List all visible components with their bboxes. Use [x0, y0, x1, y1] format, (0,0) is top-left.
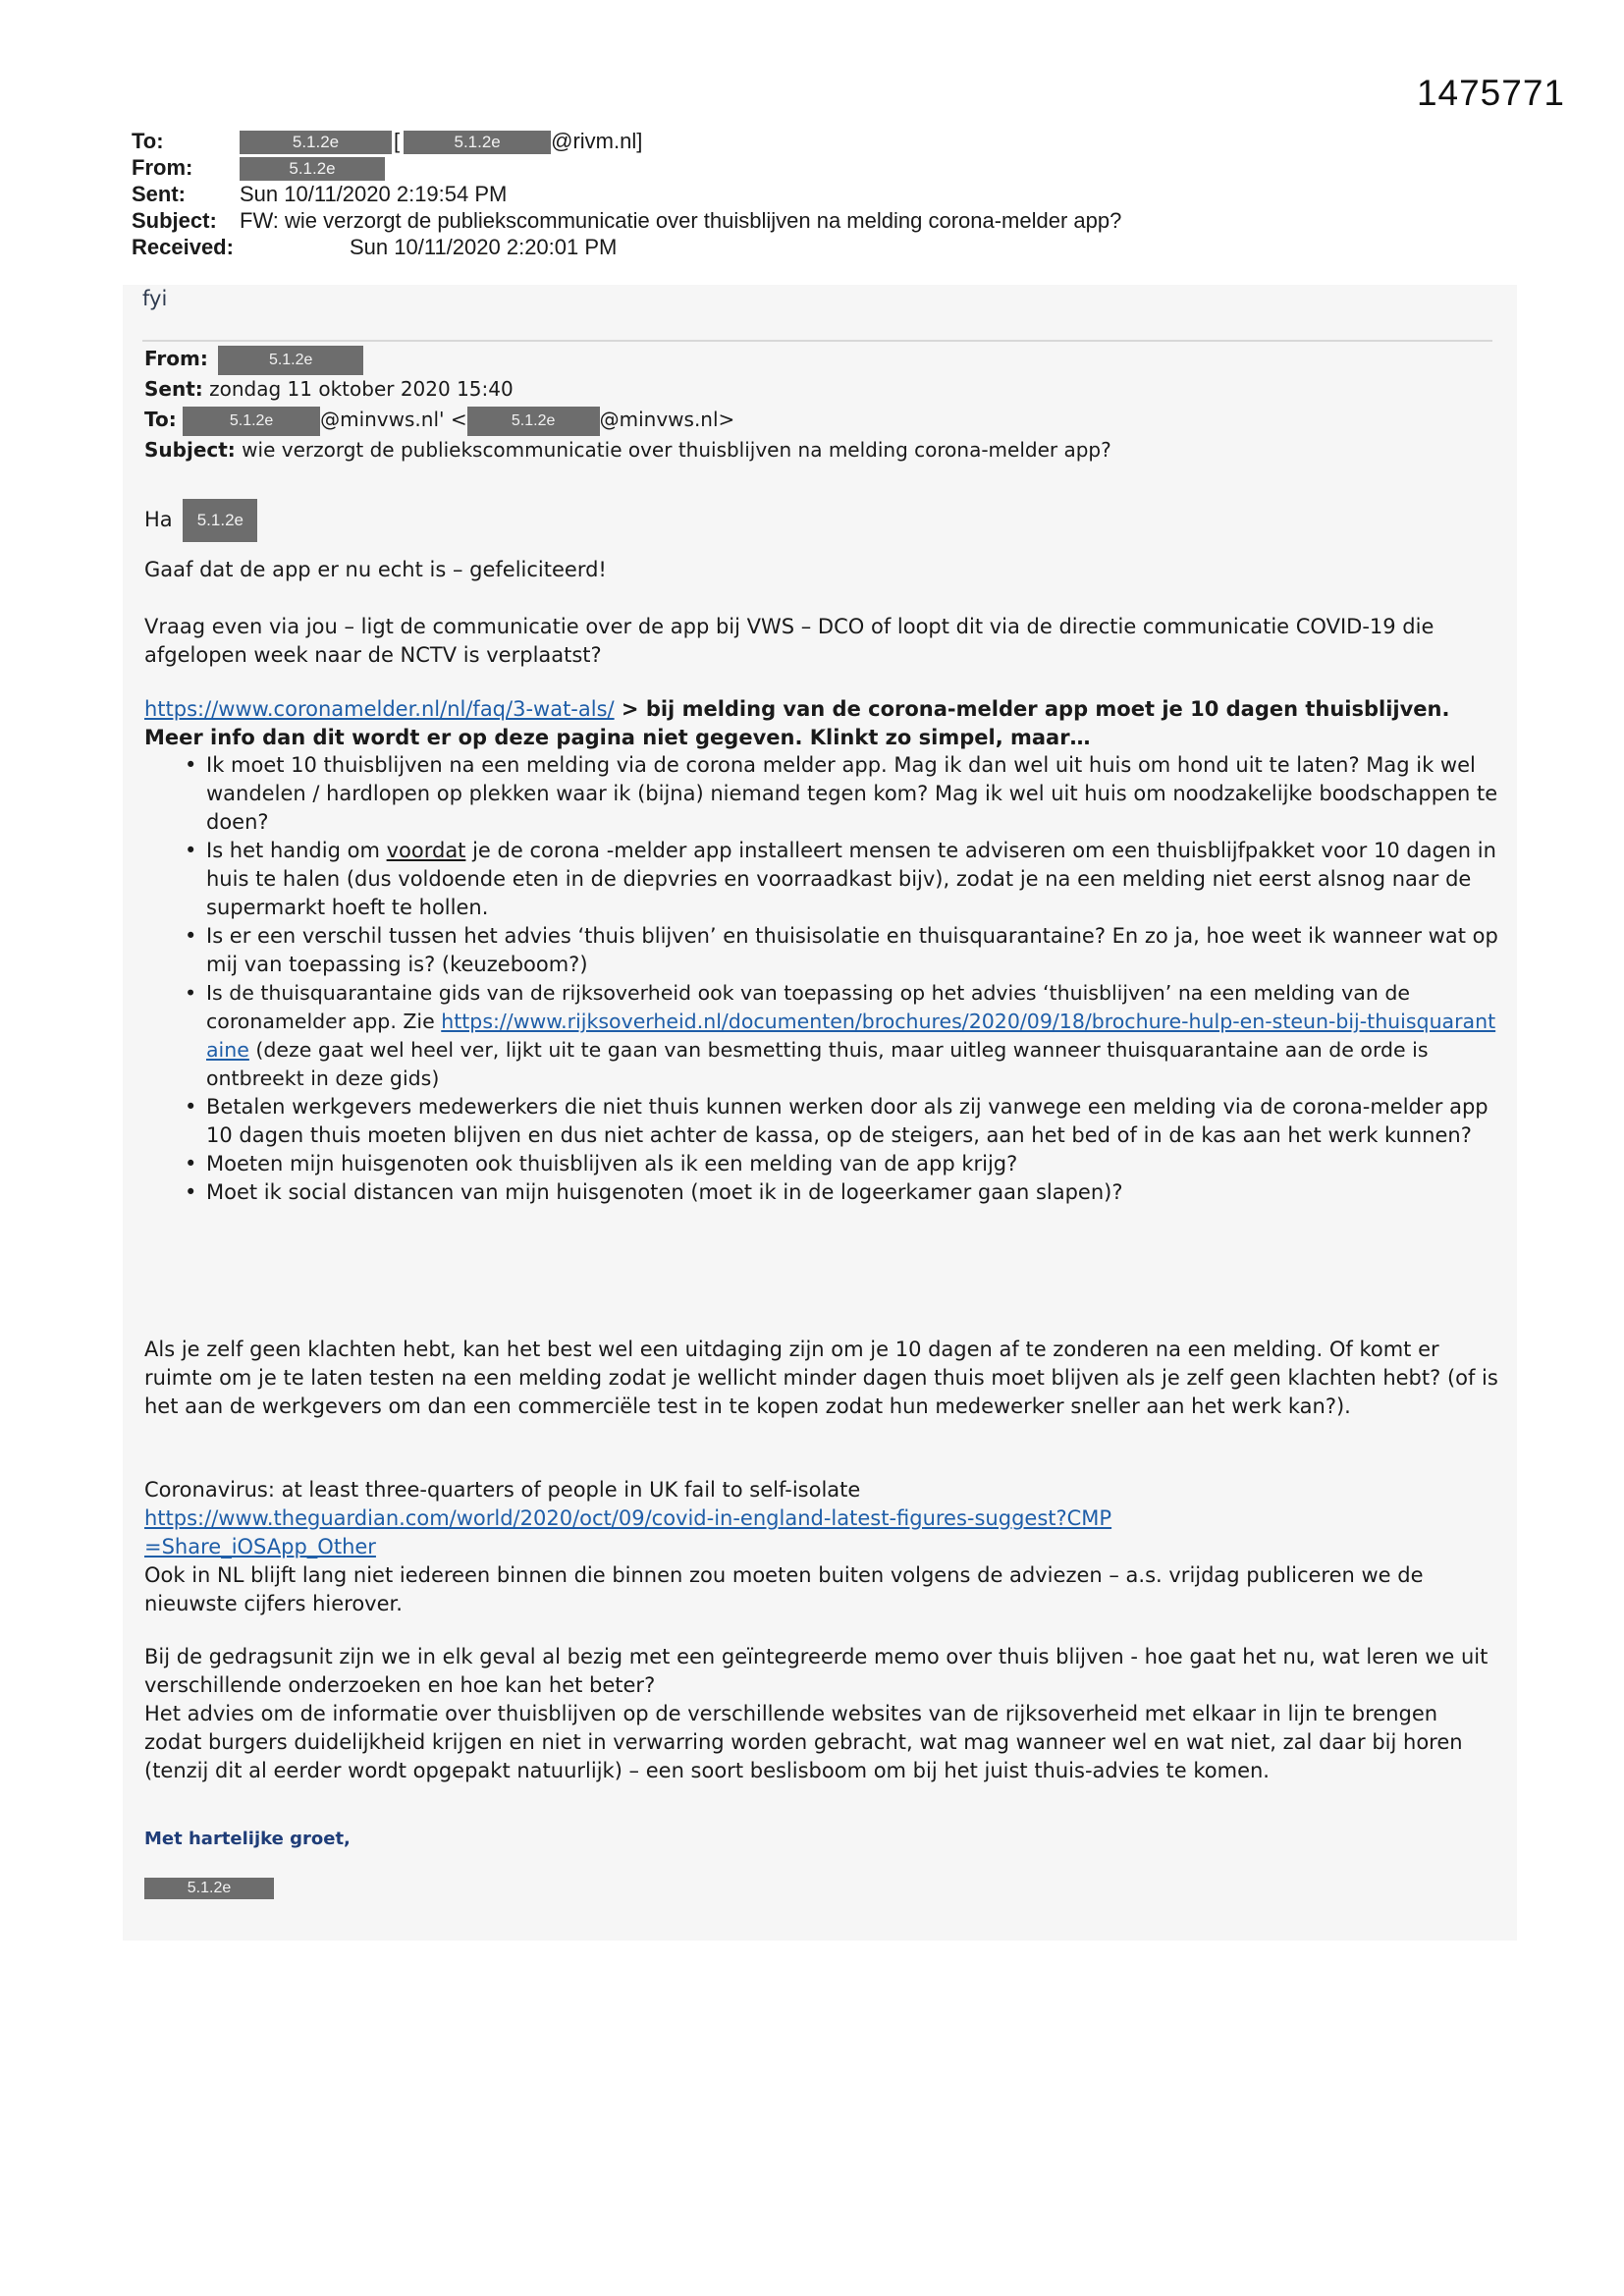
redaction-box: 5.1.2e [218, 346, 363, 375]
paragraph-congrats: Gaaf dat de app er nu echt is – gefeliciteerd! [144, 558, 607, 581]
bullet-text: Is de thuisquarantaine gids van de rijksoverheid ook van toepassing op het advies ‘thuisblijven’ na een melding van de coronamelder app. Zie [206, 981, 1410, 1033]
bullet-text: Is er een verschil tussen het advies ‘thuis blijven’ en thuisisolatie en thuisquarantaine? En zo ja, hoe weet ik wanneer wat op mij van toepassing is? (keuzeboom?) [206, 924, 1498, 976]
list-item: • Moeten mijn huisgenoten ook thuisblijven als ik een melding van de app krijg? [185, 1152, 1018, 1175]
document-number: 1475771 [1416, 73, 1565, 113]
sent-label: Sent: [132, 182, 186, 206]
redaction-box: 5.1.2e [240, 131, 392, 154]
redaction-box: 5.1.2e [404, 131, 551, 154]
bullet-text: Betalen werkgevers medewerkers die niet thuis kunnen werken door als zij vanwege een melding via de corona-melder app 10 dagen thuis moeten blijven en dus niet achter de kassa, op de steigers, aan het bed of in de kas aan het werk kunnen? [206, 1095, 1489, 1147]
guardian-article-link[interactable]: https://www.theguardian.com/world/2020/oct/09/covid-in-england-latest-figures-suggest?CMP=Share_iOSApp_Other [144, 1506, 1112, 1558]
fwd-to-label: To: [144, 408, 177, 431]
fyi-note: fyi [142, 287, 168, 310]
list-item: • Is er een verschil tussen het advies ‘thuis blijven’ en thuisisolatie en thuisquarantaine? En zo ja, hoe weet ik wanneer wat op mij van toepassing is? (keuzeboom?) [185, 924, 1498, 976]
to-domain: @rivm.nl] [551, 129, 643, 153]
redaction-box: 5.1.2e [144, 1878, 274, 1899]
faq-summary: > bij melding van de corona-melder app moet je 10 dagen thuisblijven. Meer info dan dit wordt er op deze pagina niet gegeven. Klinkt zo simpel, maar… [144, 697, 1450, 749]
list-item: • Is het handig om voordat je de corona -melder app installeert mensen te adviseren om een thuisblijfpakket voor 10 dagen in huis te halen (dus voldoende eten in de diepvries en voorraadkast bijv), zodat je na een melding niet eerst alsnog naar de supermarkt hoeft te hollen. [185, 839, 1496, 919]
paragraph-guardian [144, 1476, 1499, 1618]
fwd-sent-label: Sent: [144, 377, 203, 401]
fwd-to-mid: @minvws.nl' < [320, 408, 467, 431]
list-item: • Is de thuisquarantaine gids van de rijksoverheid ook van toepassing op het advies ‘thuisblijven’ na een melding van de coronamelder app. Zie https://www.rijksoverheid.nl/documenten/brochures/2020/09/18/brochure-hulp-en-steun-bij-thuisquarantaine (deze gaat wel heel ver, lijkt uit te gaan van besmetting thuis, maar uitleg wanneer thuisquarantaine aan de orde is ontbreekt in deze gids) [185, 981, 1496, 1090]
bullet-text: je de corona -melder app installeert mensen te adviseren om een thuisblijfpakket voor 10 dagen in huis te halen (dus voldoende eten in de diepvries en voorraadkast bijv), zodat je na een melding niet eerst alsnog naar de supermarkt hoeft te hollen. [206, 839, 1496, 919]
greeting: Ha [144, 508, 173, 531]
fwd-from-label: From: [144, 347, 208, 370]
forwarded-header [144, 344, 1111, 465]
redaction-box: 5.1.2e [183, 499, 257, 542]
fwd-sent-value: zondag 11 oktober 2020 15:40 [209, 377, 514, 401]
paragraph-advice: Het advies om de informatie over thuisblijven op de verschillende websites van de rijksoverheid met elkaar in lijn te brengen zodat burgers duidelijkheid krijgen en niet in verwarring worden gebracht, wat mag wanneer wel en wat niet, zal daar bij horen (tenzij dit al eerder wordt opgepakt natuurlijk) – een soort beslisboom om bij het juist thuis-advies te komen. [144, 1702, 1463, 1782]
from-label: From: [132, 155, 193, 180]
paragraph-no-symptoms: Als je zelf geen klachten hebt, kan het best wel een uitdaging zijn om je 10 dagen af te zonderen na een melding. Of komt er ruimte om je te laten testen na een melding zodat je wellicht minder dagen thuis moet blijven als je zelf geen klachten hebt? (of is het aan de werkgevers om dan een commerciële test in te kopen zodat hun medewerker sneller aan het werk kan?). [144, 1338, 1498, 1418]
redaction-box: 5.1.2e [240, 157, 385, 181]
received-label: Received: [132, 235, 234, 259]
greeting-line [144, 499, 1499, 542]
sent-value: Sun 10/11/2020 2:19:54 PM [240, 182, 508, 206]
list-item: • Ik moet 10 thuisblijven na een melding via de corona melder app. Mag ik dan wel uit huis om hond uit te laten? Mag ik wel wandelen / hardlopen op plekken waar ik (bijna) niemand tegen kom? Mag ik wel uit huis om noodzakelijke boodschappen te doen? [185, 753, 1498, 834]
bullet-text: (deze gaat wel heel ver, lijkt uit te gaan van besmetting thuis, maar uitleg wanneer thuisquarantaine aan de orde is ontbreekt in deze gids) [206, 1038, 1429, 1090]
underlined-word: voordat [386, 839, 466, 862]
fwd-to-end: @minvws.nl> [599, 408, 735, 431]
signature [144, 1878, 274, 1899]
separator-line [142, 340, 1492, 342]
bullet-text: Moet ik social distancen van mijn huisgenoten (moet ik in de logeerkamer gaan slapen)? [206, 1180, 1123, 1204]
fwd-subject-label: Subject: [144, 438, 236, 462]
bullet-text: Is het handig om [206, 839, 387, 862]
subject-value: FW: wie verzorgt de publiekscommunicatie over thuisblijven na melding corona-melder app? [240, 208, 1122, 233]
paragraph-nl-stats: Ook in NL blijft lang niet iedereen binnen die binnen zou moeten buiten volgens de adviezen – a.s. vrijdag publiceren we de nieuwste cijfers hierover. [144, 1563, 1424, 1615]
closing-greeting: Met hartelijke groet, [144, 1829, 351, 1849]
coronamelder-faq-link[interactable]: https://www.coronamelder.nl/nl/faq/3-wat-als/ [144, 697, 615, 721]
article-title: Coronavirus: at least three-quarters of people in UK fail to self-isolate [144, 1478, 861, 1502]
paragraph-faq [144, 695, 1499, 752]
subject-label: Subject: [132, 208, 217, 233]
question-list [185, 751, 1502, 1207]
paragraph-question: Vraag even via jou – ligt de communicatie over de app bij VWS – DCO of loopt dit via de directie communicatie COVID-19 die afgelopen week naar de NCTV is verplaatst? [144, 615, 1435, 667]
bullet-text: Moeten mijn huisgenoten ook thuisblijven als ik een melding van de app krijg? [206, 1152, 1018, 1175]
list-item: • Moet ik social distancen van mijn huisgenoten (moet ik in de logeerkamer gaan slapen)? [185, 1180, 1123, 1204]
redaction-box: 5.1.2e [183, 407, 320, 436]
bullet-text: Ik moet 10 thuisblijven na een melding via de corona melder app. Mag ik dan wel uit huis om hond uit te laten? Mag ik wel wandelen / hardlopen op plekken waar ik (bijna) niemand tegen kom? Mag ik wel uit huis om noodzakelijke boodschappen te doen? [206, 753, 1498, 834]
fwd-subject-value: wie verzorgt de publiekscommunicatie over thuisblijven na melding corona-melder app? [242, 438, 1111, 462]
received-value: Sun 10/11/2020 2:20:01 PM [350, 235, 618, 259]
paragraph-gedragsunit: Bij de gedragsunit zijn we in elk geval al bezig met een geïntegreerde memo over thuis blijven - hoe gaat het nu, wat leren we uit verschillende onderzoeken en hoe kan het beter? [144, 1645, 1489, 1697]
to-label: To: [132, 129, 164, 153]
list-item: • Betalen werkgevers medewerkers die niet thuis kunnen werken door als zij vanwege een melding via de corona-melder app 10 dagen thuis moeten blijven en dus niet achter de kassa, op de steigers, aan het bed of in de kas aan het werk kunnen? [185, 1095, 1489, 1147]
to-bracket: [ [394, 129, 401, 153]
rijksoverheid-brochure-link[interactable]: https://www.rijksoverheid.nl/documenten/brochures/2020/09/18/brochure-hulp-en-steun-bij-thuisquarantaine [206, 1010, 1496, 1062]
redaction-box: 5.1.2e [467, 407, 600, 436]
